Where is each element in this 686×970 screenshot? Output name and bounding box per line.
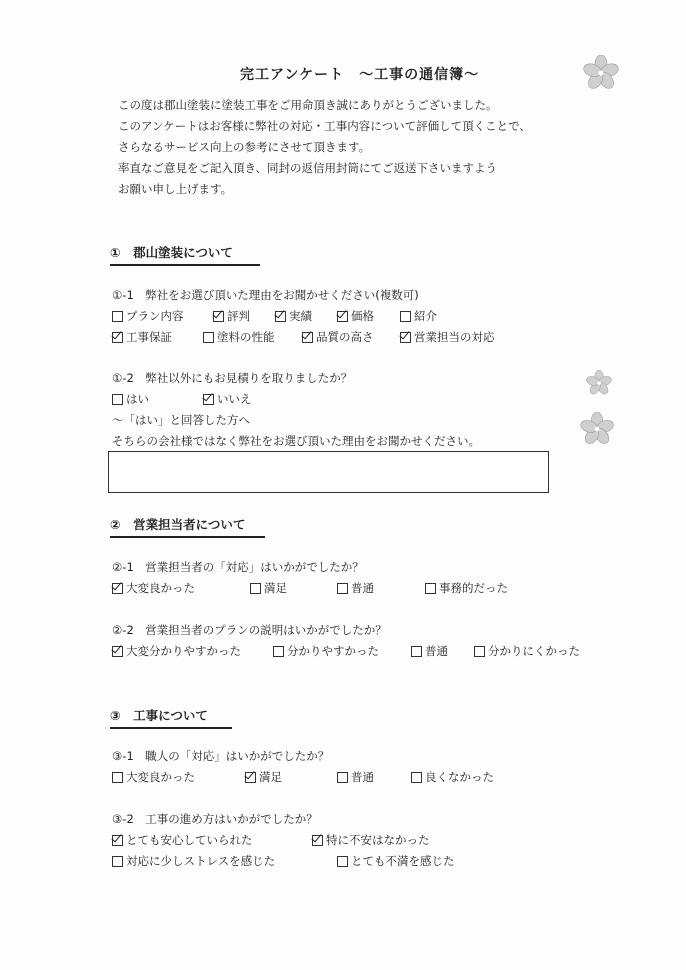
sakura-flower-icon (586, 370, 612, 396)
checkbox-option[interactable]: 大変分かりやすかった (112, 643, 241, 659)
checkbox-option[interactable]: 分かりやすかった (273, 643, 379, 659)
section-heading-1: ① 郡山塗装について (110, 243, 260, 266)
question-2-1: ②-1 営業担当者の「対応」はいかがでしたか？ (112, 560, 364, 574)
checkbox-option[interactable]: 塗料の性能 (203, 329, 275, 345)
checkbox-option[interactable]: 普通 (337, 769, 374, 785)
checkbox[interactable] (203, 332, 214, 343)
checkbox[interactable] (250, 583, 261, 594)
checkbox[interactable] (112, 856, 123, 867)
checkbox-option[interactable]: いいえ (203, 391, 252, 407)
checkbox[interactable] (400, 332, 411, 343)
checkbox[interactable] (302, 332, 313, 343)
intro-line: この度は郡山塗装に塗装工事をご用命頂き誠にありがとうございました。 (118, 98, 498, 112)
intro-line: お願い申し上げます。 (118, 182, 233, 196)
free-answer-box[interactable] (108, 451, 549, 493)
checkbox[interactable] (411, 646, 422, 657)
checkbox-option[interactable]: 普通 (411, 643, 448, 659)
checkbox-option[interactable]: とても安心していられた (112, 832, 253, 848)
followup-note: ～「はい」と回答した方へ (112, 413, 250, 427)
checkbox[interactable] (273, 646, 284, 657)
intro-line: さらなるサービス向上の参考にさせて頂きます。 (118, 140, 371, 154)
question-3-1: ③-1 職人の「対応」はいかがでしたか？ (112, 749, 330, 763)
checkbox-option[interactable]: 大変良かった (112, 769, 195, 785)
checkbox-option[interactable]: 価格 (337, 308, 374, 324)
followup-question: そちらの会社様ではなく弊社をお選び頂いた理由をお聞かせください。 (112, 434, 480, 448)
checkbox[interactable] (411, 772, 422, 783)
question-2-2: ②-2 営業担当者のプランの説明はいかがでしたか？ (112, 623, 387, 637)
checkbox[interactable] (337, 583, 348, 594)
sakura-flower-icon (580, 412, 614, 446)
checkbox[interactable] (213, 311, 224, 322)
checkbox-option[interactable]: 大変良かった (112, 580, 195, 596)
checkbox-option[interactable]: 特に不安はなかった (312, 832, 430, 848)
sakura-flower-icon (583, 55, 619, 91)
checkbox-option[interactable]: 満足 (250, 580, 287, 596)
checkbox[interactable] (337, 856, 348, 867)
checkbox-option[interactable]: 評判 (213, 308, 250, 324)
checkbox[interactable] (245, 772, 256, 783)
section-heading-3: ③ 工事について (110, 706, 232, 729)
checkbox[interactable] (337, 311, 348, 322)
checkbox-option[interactable]: 品質の高さ (302, 329, 374, 345)
checkbox-option[interactable]: プラン内容 (112, 308, 184, 324)
checkbox[interactable] (112, 646, 123, 657)
checkbox[interactable] (112, 311, 123, 322)
question-1-1: ①-1 弊社をお選び頂いた理由をお聞かせください(複数可) (112, 288, 419, 302)
question-1-2: ①-2 弊社以外にもお見積りを取りましたか？ (112, 371, 353, 385)
intro-text (118, 95, 531, 200)
checkbox-option[interactable]: 実績 (275, 308, 312, 324)
checkbox-option[interactable]: 普通 (337, 580, 374, 596)
section-heading-2: ② 営業担当者について (110, 515, 265, 538)
checkbox[interactable] (112, 835, 123, 846)
checkbox[interactable] (337, 772, 348, 783)
checkbox[interactable] (112, 772, 123, 783)
checkbox[interactable] (425, 583, 436, 594)
checkbox-option[interactable]: 良くなかった (411, 769, 494, 785)
checkbox[interactable] (112, 332, 123, 343)
checkbox-option[interactable]: 紹介 (400, 308, 437, 324)
checkbox[interactable] (112, 394, 123, 405)
intro-line: このアンケートはお客様に弊社の対応・工事内容について評価して頂くことで、 (118, 119, 531, 133)
question-3-2: ③-2 工事の進め方はいかがでしたか？ (112, 812, 318, 826)
checkbox-option[interactable]: 事務的だった (425, 580, 508, 596)
checkbox-option[interactable]: 工事保証 (112, 329, 172, 345)
checkbox[interactable] (312, 835, 323, 846)
checkbox[interactable] (112, 583, 123, 594)
checkbox-option[interactable]: 対応に少しストレスを感じた (112, 853, 275, 869)
checkbox[interactable] (275, 311, 286, 322)
checkbox-option[interactable]: 分かりにくかった (474, 643, 580, 659)
checkbox[interactable] (400, 311, 411, 322)
checkbox-option[interactable]: 営業担当の対応 (400, 329, 495, 345)
checkbox-option[interactable]: 満足 (245, 769, 282, 785)
intro-line: 率直なご意見をご記入頂き、同封の返信用封筒にてご返送下さいますよう (118, 161, 498, 175)
checkbox-option[interactable]: はい (112, 391, 149, 407)
checkbox-option[interactable]: とても不満を感じた (337, 853, 455, 869)
checkbox[interactable] (474, 646, 485, 657)
page-title: 完工アンケート ～工事の通信簿～ (240, 67, 480, 83)
checkbox[interactable] (203, 394, 214, 405)
